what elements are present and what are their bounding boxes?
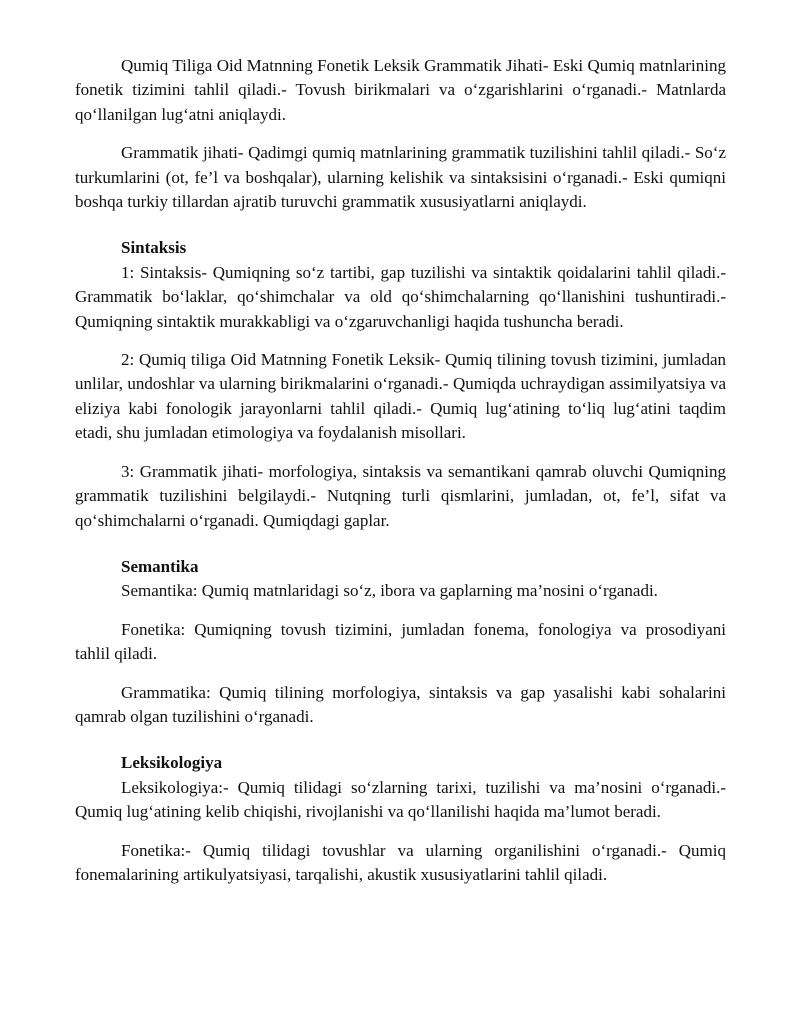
grammar-paragraph: Grammatik jihati- Qadimgi qumiq matnlarining grammatik tuzilishini tahlil qiladi.- So‘z turkumlarini (ot, fe’l va boshqalar), ularning kelishik va sintaksisini o‘rganadi.- Eski qumiqni boshqa turkiy tillardan ajratib turuvchi grammatik xususiyatlarni aniqlaydi. xyxy=(75,143,726,212)
sintaksis-paragraph-2: 2: Qumiq tiliga Oid Matnning Fonetik Leksik- Qumiq tilining tovush tizimini, jumladan unlilar, undoshlar va ularning birikmalarini o‘rganadi.- Qumiqda uchraydigan assimilyatsiya va eliziya kabi fonologik jarayonlarni tahlil qiladi.- Qumiq lug‘atining to‘liq lug‘atini taqdim etadi, shu jumladan etimologiya va foydalanish misollari. xyxy=(75,350,726,443)
sintaksis-paragraph-3: 3: Grammatik jihati- morfologiya, sintaksis va semantikani qamrab oluvchi Qumiqning grammatik tuzilishini belgilaydi.- Nutqning turli qismlarini, jumladan, ot, fe’l, sifat va qo‘shimchalarni o‘rganadi. Qumiqdagi gaplar. xyxy=(75,461,726,530)
intro-paragraph: Qumiq Tiliga Oid Matnning Fonetik Leksik Grammatik Jihati- Eski Qumiq matnlarining fonetik tizimini tahlil qiladi.- Tovush birikmalari va o‘zgarishlarini o‘rganadi.- Matnlarda qo‘llanilgan lug‘atni aniqlaydi. xyxy=(75,56,726,124)
section-heading-sintaksis: Sintaksis xyxy=(121,238,187,258)
semantika-paragraph-1: Semantika: Qumiq matnlaridagi so‘z, ibora va gaplarning ma’nosini o‘rganadi. xyxy=(121,581,658,601)
section-heading-semantika: Semantika xyxy=(121,556,199,576)
section-heading-leksikologiya: Leksikologiya xyxy=(121,753,223,773)
semantika-paragraph-2: Fonetika: Qumiqning tovush tizimini, jumladan fonema, fonologiya va prosodiyani tahlil qiladi. xyxy=(75,619,726,664)
document-page xyxy=(75,54,726,887)
semantika-paragraph-3: Grammatika: Qumiq tilining morfologiya, sintaksis va gap yasalishi kabi sohalarini qamrab olgan tuzilishini o‘rganadi. xyxy=(75,682,726,726)
leksikologiya-paragraph-2: Fonetika:- Qumiq tilidagi tovushlar va ularning organilishini o‘rganadi.- Qumiq fonemalarining artikulyatsiyasi, tarqalishi, akustik xususiyatlarini tahlil qiladi. xyxy=(75,840,726,884)
leksikologiya-paragraph-1: Leksikologiya:- Qumiq tilidagi so‘zlarning tarixi, tuzilishi va ma’nosini o‘rganadi.- Qumiq lug‘atining kelib chiqishi, rivojlanishi va qo‘llanilishi haqida ma’lumot beradi. xyxy=(75,777,726,822)
sintaksis-paragraph-1: 1: Sintaksis- Qumiqning so‘z tartibi, gap tuzilishi va sintaktik qoidalarini tahlil qiladi.- Grammatik bo‘laklar, qo‘shimchalar va old qo‘shimchalarning qo‘llanishini tushuntiradi.- Qumiqning sintaktik murakkabligi va o‘zgaruvchanligi haqida tushuncha beradi. xyxy=(75,262,726,331)
